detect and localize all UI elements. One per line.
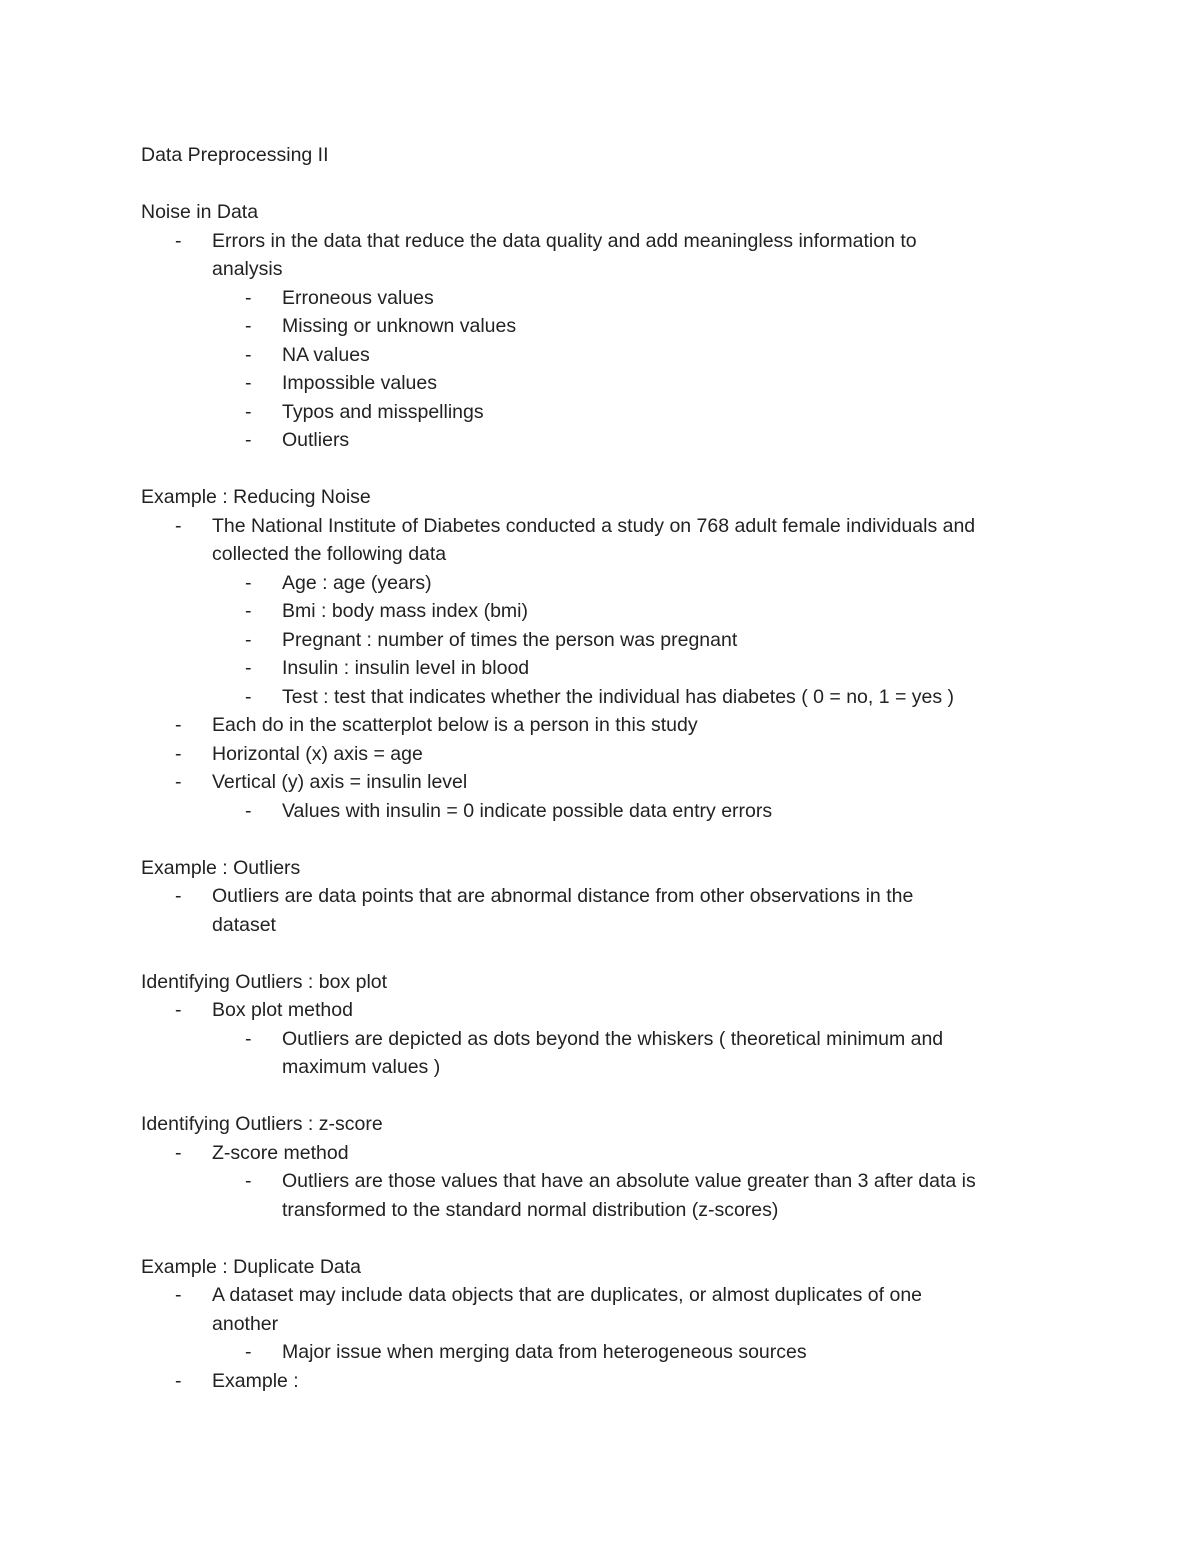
list-item xyxy=(141,227,1071,284)
section-heading: Noise in Data xyxy=(141,201,259,223)
sub-list-item xyxy=(141,797,1071,826)
section-outliers xyxy=(141,854,1071,940)
sub-list-item-text: Age : age (years) xyxy=(282,571,432,594)
sub-list-item-text: Major issue when merging data from heterogeneous sources xyxy=(282,1341,807,1363)
sub-list-item-text: transformed to the standard normal distribution (z-scores) xyxy=(282,1198,779,1221)
list-item-text: Errors in the data that reduce the data quality and add meaningless information to xyxy=(212,229,917,252)
list-item-text: another xyxy=(212,1312,279,1335)
bullet-dash: - xyxy=(175,714,182,736)
section-duplicate-data xyxy=(141,1253,1071,1396)
section-heading: Example : Outliers xyxy=(141,856,301,879)
list-item-text: analysis xyxy=(212,258,283,280)
sub-list-item-text: Impossible values xyxy=(282,372,437,394)
section-heading: Example : Duplicate Data xyxy=(141,1255,362,1278)
sub-list-item xyxy=(141,369,1071,398)
list-item-text: Z-score method xyxy=(212,1141,349,1164)
sub-list-item-text: Missing or unknown values xyxy=(282,315,517,337)
sub-list-item-text: Pregnant : number of times the person was pregnant xyxy=(282,628,738,651)
bullet-dash: - xyxy=(175,1369,182,1392)
sub-list-item xyxy=(141,284,1071,313)
list-item-text: Outliers are data points that are abnormal distance from other observations in the xyxy=(212,885,914,907)
list-item-text: collected the following data xyxy=(212,543,447,565)
sub-list-item-text: Erroneous values xyxy=(282,286,434,309)
bullet-dash: - xyxy=(245,685,252,708)
bullet-dash: - xyxy=(175,1284,182,1306)
list-item xyxy=(141,882,1071,939)
sub-list-item-text: Test : test that indicates whether the individual has diabetes ( 0 = no, 1 = yes ) xyxy=(282,685,955,708)
sub-list-item-text: Insulin : insulin level in blood xyxy=(282,657,530,679)
document-title: Data Preprocessing II xyxy=(141,144,329,166)
list-item-text: Box plot method xyxy=(212,999,353,1021)
sub-list-item xyxy=(141,1167,1071,1224)
bullet-dash: - xyxy=(175,514,182,537)
sub-list-item xyxy=(141,1025,1071,1082)
sub-list-item-text: Outliers are those values that have an absolute value greater than 3 after data is xyxy=(282,1170,976,1192)
document-page xyxy=(141,141,1071,1395)
list-item xyxy=(141,1139,1071,1168)
bullet-dash: - xyxy=(175,999,182,1021)
section-noise-in-data xyxy=(141,198,1071,455)
bullet-dash: - xyxy=(245,315,252,337)
bullet-dash: - xyxy=(245,286,252,309)
sub-list-item-text: Values with insulin = 0 indicate possible data entry errors xyxy=(282,799,773,822)
list-item-text: dataset xyxy=(212,913,276,936)
sub-list-item xyxy=(141,654,1071,683)
list-item xyxy=(141,1367,1071,1396)
list-item-text: Horizontal (x) axis = age xyxy=(212,742,423,765)
list-item-text: Example : xyxy=(212,1369,299,1392)
bullet-dash: - xyxy=(175,742,182,765)
list-item xyxy=(141,996,1071,1025)
sub-list-item xyxy=(141,626,1071,655)
list-item-text: A dataset may include data objects that are duplicates, or almost duplicates of one xyxy=(212,1284,923,1306)
bullet-dash: - xyxy=(175,885,182,907)
list-item-text: Each do in the scatterplot below is a person in this study xyxy=(212,714,698,736)
bullet-dash: - xyxy=(245,343,252,366)
list-item xyxy=(141,768,1071,797)
bullet-dash: - xyxy=(245,571,252,594)
bullet-dash: - xyxy=(245,799,252,822)
sub-list-item-text: Outliers are depicted as dots beyond the whiskers ( theoretical minimum and xyxy=(282,1027,944,1050)
list-item xyxy=(141,740,1071,769)
section-reducing-noise xyxy=(141,483,1071,825)
sub-list-item xyxy=(141,341,1071,370)
bullet-dash: - xyxy=(245,400,252,423)
bullet-dash: - xyxy=(175,229,182,252)
bullet-dash: - xyxy=(245,600,252,622)
bullet-dash: - xyxy=(245,628,252,651)
sub-list-item-text: Typos and misspellings xyxy=(282,400,484,423)
section-heading: Identifying Outliers : box plot xyxy=(141,970,388,993)
bullet-dash: - xyxy=(175,1141,182,1164)
sub-list-item xyxy=(141,1338,1071,1367)
sub-list-item xyxy=(141,597,1071,626)
list-item-text: The National Institute of Diabetes conducted a study on 768 adult female individuals and xyxy=(212,514,976,537)
bullet-dash: - xyxy=(245,372,252,394)
sub-list-item-text: Bmi : body mass index (bmi) xyxy=(282,600,528,622)
sub-list-item-text: NA values xyxy=(282,343,370,366)
section-heading: Example : Reducing Noise xyxy=(141,486,371,508)
bullet-dash: - xyxy=(245,1027,252,1050)
list-item xyxy=(141,711,1071,740)
list-item xyxy=(141,1281,1071,1338)
sub-list-item xyxy=(141,312,1071,341)
section-heading: Identifying Outliers : z-score xyxy=(141,1113,383,1135)
list-item-text: Vertical (y) axis = insulin level xyxy=(212,771,468,793)
bullet-dash: - xyxy=(245,1341,252,1363)
sub-list-item xyxy=(141,398,1071,427)
section-z-score xyxy=(141,1110,1071,1224)
bullet-dash: - xyxy=(245,657,252,679)
bullet-dash: - xyxy=(245,1170,252,1192)
sub-list-item xyxy=(141,426,1071,455)
bullet-dash: - xyxy=(245,429,252,451)
sub-list-item xyxy=(141,569,1071,598)
bullet-dash: - xyxy=(175,771,182,793)
list-item xyxy=(141,512,1071,569)
sub-list-item xyxy=(141,683,1071,712)
sub-list-item-text: Outliers xyxy=(282,429,350,451)
sub-list-item-text: maximum values ) xyxy=(282,1056,441,1078)
section-box-plot xyxy=(141,968,1071,1082)
